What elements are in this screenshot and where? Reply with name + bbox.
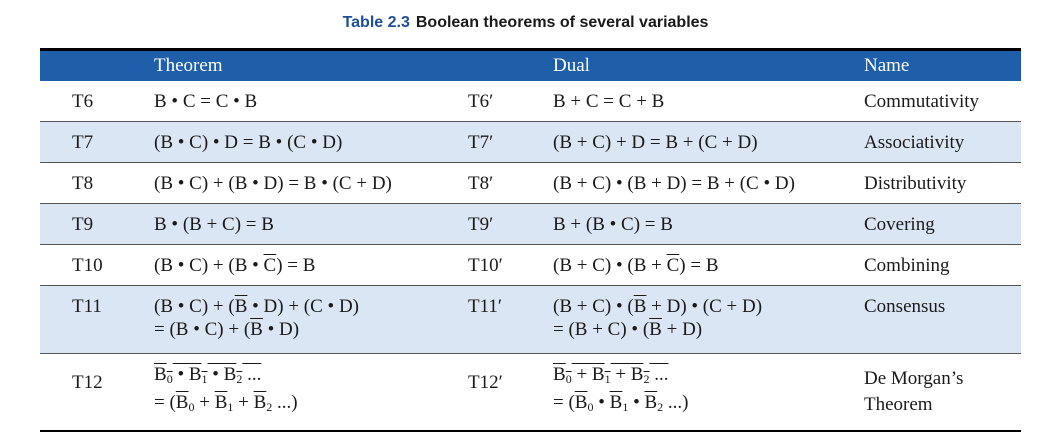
theorem-cell — [154, 255, 315, 277]
table-row — [40, 204, 1021, 244]
table-row — [40, 286, 1021, 353]
name-cell-line-2: Theorem — [864, 394, 933, 415]
header-name: Name — [864, 55, 910, 76]
row-id: T11 — [72, 296, 102, 317]
table-row — [40, 354, 1021, 430]
name-cell: Combining — [864, 255, 950, 276]
theorem-line-1 — [154, 296, 359, 318]
dual-id: T12′ — [468, 372, 503, 393]
complement-term: $\overline{C}$ — [263, 255, 277, 276]
dual-cell — [553, 255, 719, 277]
row-id: T8 — [72, 173, 94, 194]
dual-part: ) = B — [679, 255, 719, 276]
name-cell: Distributivity — [864, 173, 967, 194]
dual-cell: (B + C) + D = B + (C + D) — [553, 132, 758, 153]
theorem-cell: B • C = C • B — [154, 91, 258, 112]
theorem-part: ) = B — [276, 255, 316, 276]
name-cell: Associativity — [864, 132, 965, 153]
complement-term: $\overline{B}$ — [633, 296, 647, 317]
name-cell: Commutativity — [864, 91, 980, 112]
header-theorem: Theorem — [154, 55, 223, 76]
theorem-line-2: = ($\overline{B}_0 + \overline{B}_1 + \overline{B}_2$ ...) — [154, 392, 298, 414]
complement-term: $\overline{B}$ — [234, 296, 248, 317]
table-row — [40, 81, 1021, 121]
dual-id: T6′ — [468, 91, 494, 112]
theorem-cell: B • (B + C) = B — [154, 214, 274, 235]
complement-term: $\overline{C}$ — [666, 255, 680, 276]
row-id: T12 — [72, 372, 103, 393]
dual-cell: (B + C) • (B + D) = B + (C • D) — [553, 173, 795, 194]
table-caption — [0, 14, 1051, 32]
dual-cell: B + C = C + B — [553, 91, 665, 112]
complement-term: $\overline{B}$ — [250, 319, 263, 340]
header-dual: Dual — [553, 55, 590, 76]
dual-id: T8′ — [468, 173, 494, 194]
table-header — [40, 51, 1021, 81]
dual-id: T11′ — [468, 296, 503, 317]
table-row — [40, 163, 1021, 203]
name-cell-line-1: De Morgan’s — [864, 368, 964, 389]
row-id: T10 — [72, 255, 103, 276]
theorem-part: (B • C) + (B • — [154, 255, 264, 276]
dual-id: T7′ — [468, 132, 494, 153]
dual-id: T9′ — [468, 214, 494, 235]
caption-label: Table 2.3 — [342, 14, 410, 31]
name-cell: Covering — [864, 214, 935, 235]
theorem-line-1: $B_0$ • $B_1$ • $B_2$ ... — [154, 364, 262, 386]
theorem-line-2 — [154, 319, 299, 341]
theorem-cell: (B • C) + (B • D) = B • (C + D) — [154, 173, 392, 194]
caption-title: Boolean theorems of several variables — [415, 14, 709, 31]
theorem-part: • D) + (C • D) — [247, 296, 360, 317]
dual-line-2: = ($\overline{B}_0$ • $\overline{B}_1$ • $\overline{B}_2$ ...) — [553, 392, 689, 414]
name-cell: Consensus — [864, 296, 946, 317]
dual-part: + D) • (C + D) — [646, 296, 763, 317]
table-row — [40, 122, 1021, 162]
dual-id: T10′ — [468, 255, 503, 276]
bottom-rule — [40, 430, 1021, 432]
theorem-part: = (B • C) + ( — [154, 319, 251, 340]
theorem-cell: (B • C) • D = B • (C • D) — [154, 132, 343, 153]
dual-part: (B + C) • ( — [553, 296, 634, 317]
dual-part: (B + C) • (B + — [553, 255, 667, 276]
row-id: T9 — [72, 214, 94, 235]
dual-line-1: $B_0 + B_1 + B_2$ ... — [553, 364, 669, 386]
row-id: T7 — [72, 132, 94, 153]
dual-line-1 — [553, 296, 762, 318]
theorem-part: (B • C) + ( — [154, 296, 235, 317]
dual-part: = (B + C) • ( — [553, 319, 650, 340]
dual-cell: B + (B • C) = B — [553, 214, 673, 235]
row-id: T6 — [72, 91, 94, 112]
dual-line-2 — [553, 319, 702, 341]
complement-term: $\overline{B}$ — [649, 319, 662, 340]
theorem-part: • D) — [262, 319, 300, 340]
dual-part: + D) — [661, 319, 703, 340]
table-row — [40, 245, 1021, 285]
